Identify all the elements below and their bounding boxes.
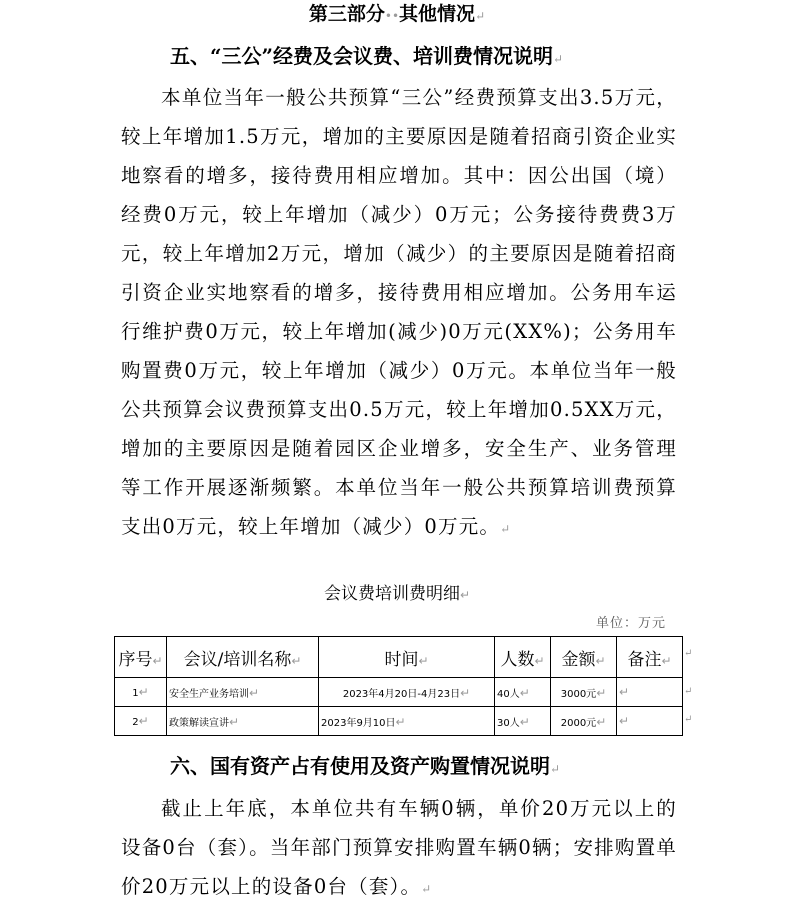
cell-amount: 2000元↵: [551, 707, 617, 736]
paragraph-mark: ↵: [500, 522, 511, 536]
cell-time: 2023年4月20日-4月23日↵: [319, 678, 495, 707]
cell-name: 政策解读宣讲↵: [167, 707, 319, 736]
table-row: [115, 678, 683, 707]
header-cell-amount: 金额↵: [551, 637, 617, 678]
section-5-title: [170, 42, 563, 73]
cell-index: 2↵: [115, 707, 167, 736]
section-6-body: [121, 789, 677, 909]
paragraph-mark: ↵: [553, 52, 564, 66]
cell-attendees: 40人↵: [495, 678, 551, 707]
section-6-title: [170, 752, 560, 783]
section-5-body-text: 本单位当年一般公共预算“三公”经费预算支出3.5万元，较上年增加1.5万元，增加的主要原因是随着招商引资企业实地察看的增多，接待费用相应增加。其中：因公出国（境）经费0万元，较上年增加（减少）0万元；公务接待费费3万元，较上年增加2万元，增加（减少）的主要原因是随着招商引资企业实地察看的增多，接待费用相应增加。公务用车运行维护费0万元，较上年增加(减少)0万元(XX%)；公务用车购置费0万元，较上年增加（减少）0万元。本单位当年一般公共预算会议费预算支出0.5万元，较上年增加0.5XX万元，增加的主要原因是随着园区企业增多，安全生产、业务管理等工作开展逐渐频繁。本单位当年一般公共预算培训费预算支出0万元，较上年增加（减少）0万元。: [121, 86, 677, 538]
table-title-text: 会议费培训费明细: [323, 584, 460, 604]
section-6-body-text: 截止上年底，本单位共有车辆0辆，单价20万元以上的设备0台（套）。当年部门预算安排购置车辆0辆；安排购置单价20万元以上的设备0台（套）。: [121, 797, 677, 898]
section-5-title-text: 五、“三公”经费及会议费、培训费情况说明: [170, 44, 554, 68]
row-end-mark: ↵: [684, 686, 693, 697]
unit-label: 单位：万元: [596, 616, 667, 631]
part-title-text: 第三部分: [308, 3, 385, 25]
cell-attendees: 30人↵: [495, 707, 551, 736]
table-row: [115, 707, 683, 736]
meeting-training-expense-table: [114, 636, 683, 736]
section-5-body: [121, 78, 677, 549]
formatting-dots: ••: [384, 9, 400, 23]
table-title: [0, 580, 794, 609]
header-cell-time: 时间↵: [319, 637, 495, 678]
paragraph-mark: ↵: [421, 882, 432, 896]
cell-time: 2023年9月10日↵: [319, 707, 495, 736]
header-cell-name: 会议/培训名称↵: [167, 637, 319, 678]
row-end-mark: ↵: [684, 714, 693, 725]
section-6-title-text: 六、国有资产占有使用及资产购置情况说明: [170, 754, 550, 778]
header-cell-attendees: 人数↵: [495, 637, 551, 678]
part-subtitle-text: 其他情况: [399, 3, 476, 25]
cell-remarks: ↵: [617, 678, 683, 707]
paragraph-mark: ↵: [550, 762, 561, 776]
cell-name: 安全生产业务培训↵: [167, 678, 319, 707]
paragraph-mark: ↵: [475, 9, 486, 23]
part-title: [0, 0, 794, 30]
table-header-row: [115, 637, 683, 678]
header-cell-index: 序号↵: [115, 637, 167, 678]
cell-amount: 3000元↵: [551, 678, 617, 707]
header-cell-remarks: 备注↵: [617, 637, 683, 678]
paragraph-mark: ↵: [459, 588, 471, 602]
cell-index: 1↵: [115, 678, 167, 707]
row-end-mark: ↵: [684, 648, 693, 659]
cell-remarks: ↵: [617, 707, 683, 736]
